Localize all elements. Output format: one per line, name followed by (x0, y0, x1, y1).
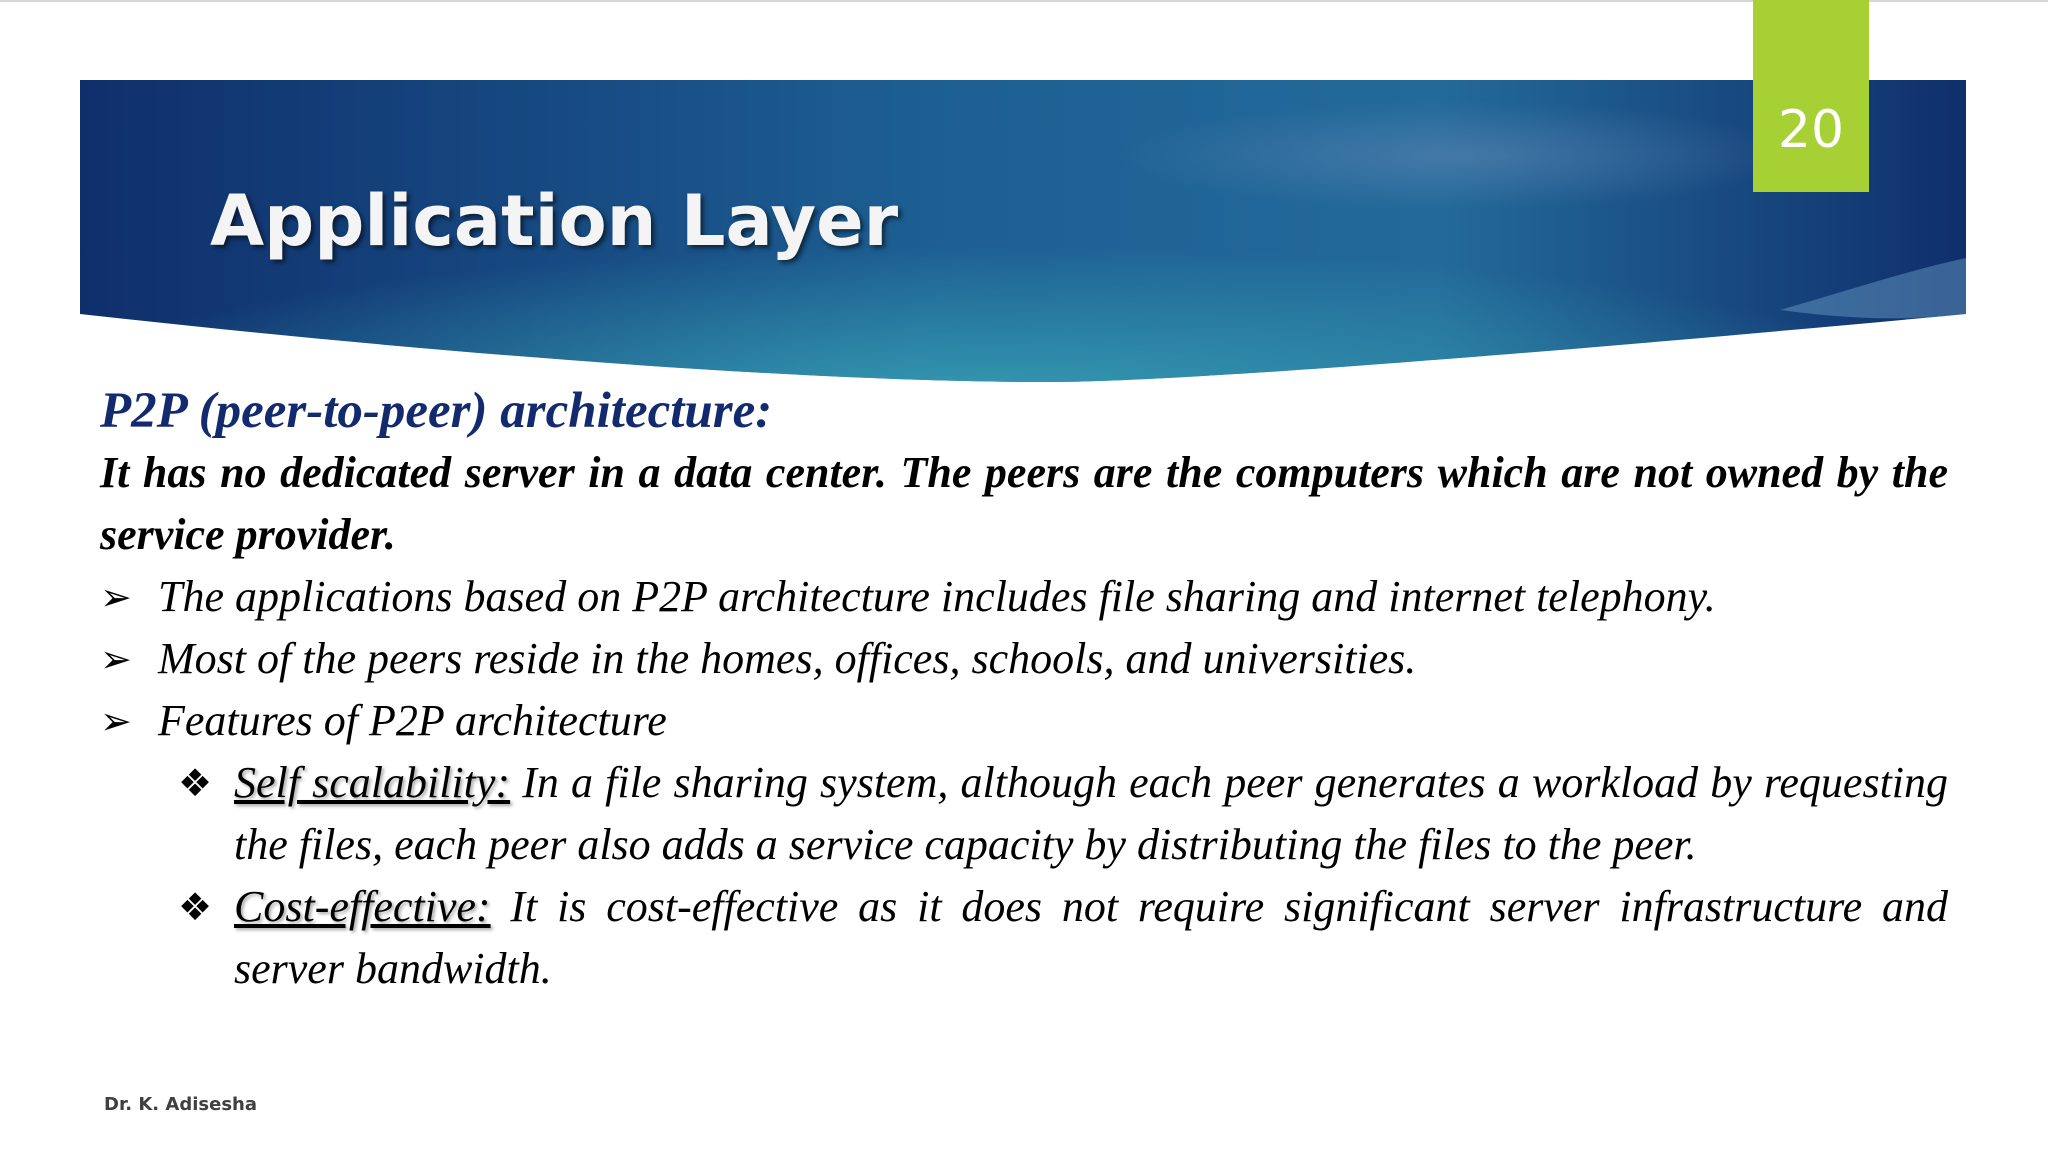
intro-paragraph: It has no dedicated server in a data center. The peers are the computers which are not owned by the service provider. (100, 448, 1948, 559)
slide-number: 20 (1777, 100, 1845, 160)
bullet-text: Features of P2P architecture (158, 696, 667, 745)
arrowhead-bullet-icon: ➢ (100, 637, 132, 681)
slide-number-badge (1753, 0, 1869, 192)
author-footer: Dr. K. Adisesha (104, 1094, 257, 1115)
bullet-text: The applications based on P2P architecture includes file sharing and internet telephony. (158, 572, 1716, 621)
slide-title: Application Layer (210, 180, 899, 262)
arrowhead-bullet-icon: ➢ (100, 699, 132, 743)
arrowhead-bullet-icon: ➢ (100, 575, 132, 619)
feature-term: Cost-effective: (234, 882, 491, 931)
bullet-item (100, 690, 1948, 752)
bullet-item (100, 628, 1948, 690)
diamond-bullet-icon: ❖ (178, 761, 213, 805)
feature-item (178, 752, 1948, 876)
diamond-bullet-icon: ❖ (178, 885, 213, 929)
slide-content (100, 380, 1948, 1000)
feature-text: In a file sharing system, although each peer generates a workload by requesting the files, each peer also adds a service capacity by distributing the files to the peer. (234, 758, 1949, 869)
section-heading: P2P (peer-to-peer) architecture: (100, 383, 773, 439)
bullet-item (100, 566, 1948, 628)
bullet-text: Most of the peers reside in the homes, offices, schools, and universities. (158, 634, 1417, 683)
feature-text: It is cost-effective as it does not require significant server infrastructure and server bandwidth. (234, 882, 1949, 993)
feature-term: Self scalability: (234, 758, 511, 807)
feature-item (178, 876, 1948, 1000)
